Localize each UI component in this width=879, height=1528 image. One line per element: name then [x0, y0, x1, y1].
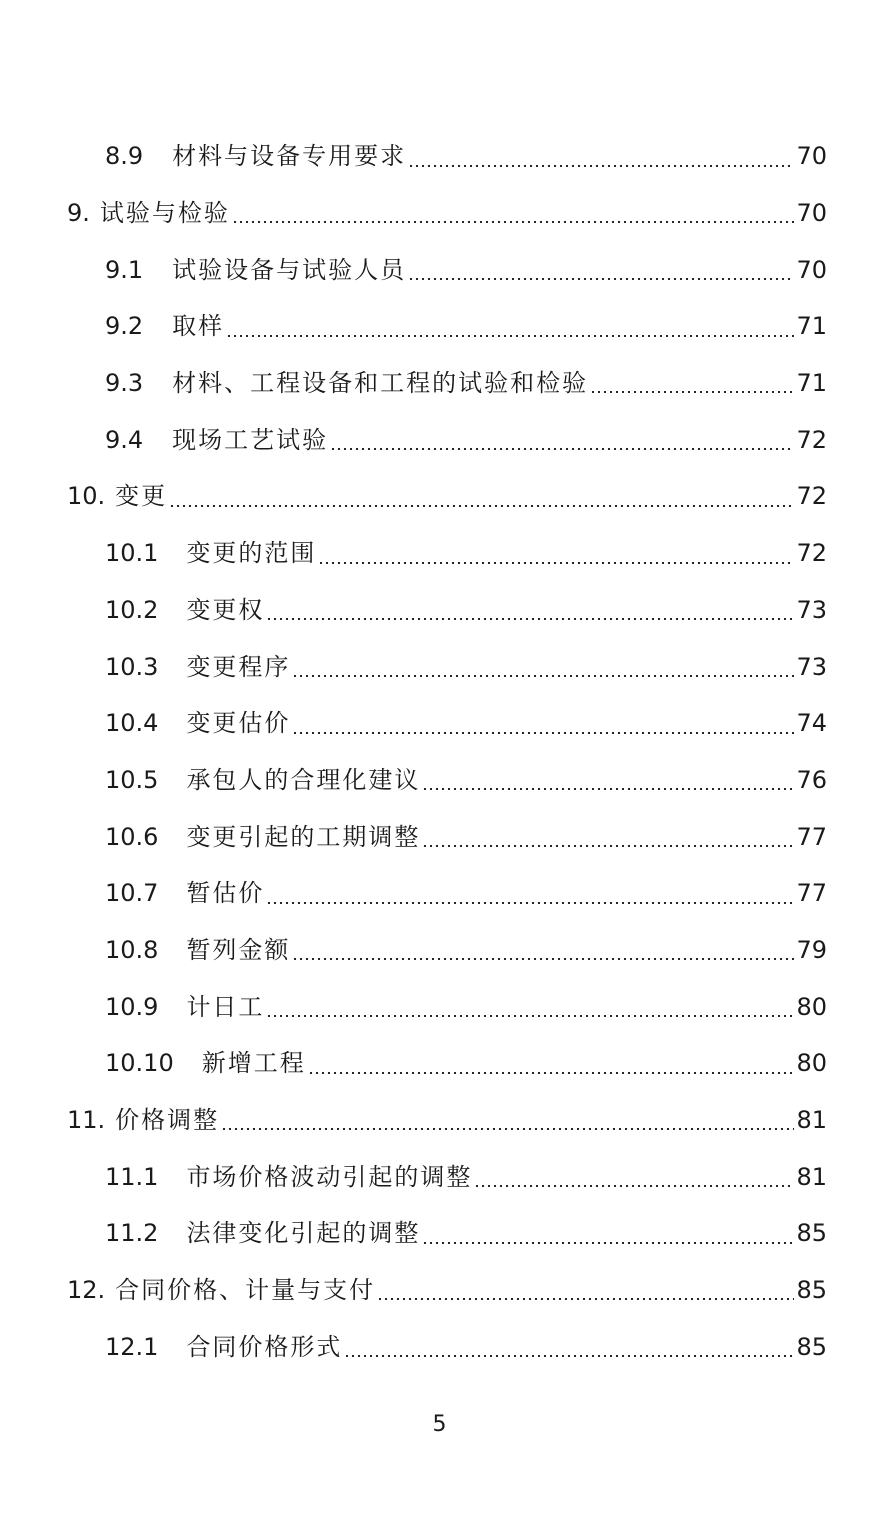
leader-dots: [266, 1015, 794, 1017]
toc-entry-page: 73: [796, 652, 827, 681]
leader-dots: [408, 165, 794, 167]
toc-entry-title: 变更程序: [186, 652, 291, 681]
toc-entry[interactable]: [0, 468, 879, 525]
toc-entry[interactable]: [0, 1262, 879, 1319]
toc-entry-title: 计日工: [186, 992, 265, 1021]
toc-entry-title: 变更引起的工期调整: [186, 822, 421, 851]
toc-entry[interactable]: [0, 525, 879, 582]
leader-dots: [330, 448, 794, 450]
toc-entry-page: 72: [796, 425, 827, 454]
toc-entry-page: 73: [796, 595, 827, 624]
toc-entry-title: 价格调整: [115, 1106, 220, 1135]
toc-entry-page: 72: [796, 539, 827, 568]
toc-entry-page: 70: [796, 255, 827, 284]
leader-dots: [422, 845, 794, 847]
toc-entry[interactable]: [0, 241, 879, 298]
toc-entry-title: 变更的范围: [186, 539, 317, 568]
toc-entry-number: 12.1: [105, 1332, 159, 1361]
toc-entry-page: 74: [796, 709, 827, 738]
toc-entry-number: 10.10: [105, 1049, 174, 1078]
leader-dots: [266, 902, 794, 904]
toc-entry-number: 10.5: [105, 765, 159, 794]
leader-dots: [221, 1128, 794, 1130]
toc-entry-number: 9.2: [105, 312, 144, 341]
toc-entry-title: 暂估价: [186, 879, 265, 908]
table-of-contents: [0, 128, 879, 1375]
toc-entry-number: 8.9: [105, 142, 144, 171]
leader-dots: [474, 1185, 794, 1187]
toc-entry-title: 取样: [172, 312, 225, 341]
toc-entry-title: 试验设备与试验人员: [172, 255, 407, 284]
leader-dots: [344, 1355, 794, 1357]
leader-dots: [590, 391, 794, 393]
toc-entry[interactable]: [0, 1205, 879, 1262]
toc-entry-title: 承包人的合理化建议: [186, 765, 421, 794]
toc-entry-page: 81: [796, 1106, 827, 1135]
toc-entry-number: 10.: [67, 482, 106, 511]
toc-entry-title: 变更: [115, 482, 168, 511]
toc-entry-number: 11.1: [105, 1162, 159, 1191]
toc-entry[interactable]: [0, 411, 879, 468]
toc-entry-number: 9.3: [105, 369, 144, 398]
toc-entry[interactable]: [0, 355, 879, 412]
toc-entry-number: 10.9: [105, 992, 159, 1021]
toc-entry-number: 10.8: [105, 935, 159, 964]
leader-dots: [318, 562, 794, 564]
toc-entry-page: 85: [796, 1332, 827, 1361]
toc-entry-number: 10.1: [105, 539, 159, 568]
toc-entry-number: 11.: [67, 1106, 106, 1135]
toc-entry[interactable]: [0, 922, 879, 979]
toc-entry-number: 9.: [67, 199, 90, 228]
toc-entry-title: 变更权: [186, 595, 265, 624]
leader-dots: [308, 1072, 795, 1074]
toc-entry-page: 71: [796, 312, 827, 341]
toc-entry-number: 9.1: [105, 255, 144, 284]
toc-entry-page: 85: [796, 1276, 827, 1305]
toc-entry-title: 法律变化引起的调整: [186, 1219, 421, 1248]
leader-dots: [292, 675, 794, 677]
toc-entry-number: 10.6: [105, 822, 159, 851]
toc-entry[interactable]: [0, 582, 879, 639]
toc-entry-page: 80: [796, 992, 827, 1021]
leader-dots: [292, 732, 794, 734]
page-number: 5: [432, 1412, 447, 1437]
leader-dots: [422, 788, 794, 790]
leader-dots: [292, 958, 794, 960]
leader-dots: [169, 505, 794, 507]
toc-entry-page: 77: [796, 879, 827, 908]
toc-entry-number: 11.2: [105, 1219, 159, 1248]
toc-entry-number: 12.: [67, 1276, 106, 1305]
toc-entry-page: 80: [796, 1049, 827, 1078]
toc-entry-title: 新增工程: [201, 1049, 306, 1078]
toc-entry-page: 70: [796, 142, 827, 171]
toc-entry[interactable]: [0, 752, 879, 809]
toc-entry[interactable]: [0, 128, 879, 185]
toc-entry-title: 合同价格形式: [186, 1332, 343, 1361]
toc-entry-page: 77: [796, 822, 827, 851]
toc-entry-number: 9.4: [105, 425, 144, 454]
toc-entry-page: 70: [796, 199, 827, 228]
toc-entry-title: 材料、工程设备和工程的试验和检验: [172, 369, 589, 398]
toc-entry[interactable]: [0, 1092, 879, 1149]
toc-entry-title: 暂列金额: [186, 935, 291, 964]
toc-entry[interactable]: [0, 808, 879, 865]
toc-entry[interactable]: [0, 638, 879, 695]
toc-entry[interactable]: [0, 695, 879, 752]
toc-entry-page: 71: [796, 369, 827, 398]
toc-entry[interactable]: [0, 298, 879, 355]
toc-entry[interactable]: [0, 1035, 879, 1092]
toc-entry-title: 市场价格波动引起的调整: [186, 1162, 473, 1191]
toc-entry-page: 76: [796, 765, 827, 794]
toc-entry[interactable]: [0, 865, 879, 922]
toc-entry-title: 变更估价: [186, 709, 291, 738]
toc-entry-title: 合同价格、计量与支付: [115, 1276, 376, 1305]
toc-entry[interactable]: [0, 185, 879, 242]
toc-entry[interactable]: [0, 1148, 879, 1205]
toc-entry[interactable]: [0, 1318, 879, 1375]
toc-entry-page: 79: [796, 935, 827, 964]
toc-entry-number: 10.2: [105, 595, 159, 624]
leader-dots: [226, 335, 794, 337]
toc-entry-number: 10.4: [105, 709, 159, 738]
toc-entry-number: 10.7: [105, 879, 159, 908]
toc-entry-title: 材料与设备专用要求: [172, 142, 407, 171]
toc-entry-page: 81: [796, 1162, 827, 1191]
toc-entry-page: 85: [796, 1219, 827, 1248]
toc-entry-page: 72: [796, 482, 827, 511]
leader-dots: [377, 1298, 794, 1300]
leader-dots: [266, 618, 794, 620]
toc-entry-title: 试验与检验: [99, 199, 230, 228]
toc-entry[interactable]: [0, 978, 879, 1035]
leader-dots: [422, 1242, 794, 1244]
toc-entry-number: 10.3: [105, 652, 159, 681]
leader-dots: [232, 221, 795, 223]
toc-entry-title: 现场工艺试验: [172, 425, 329, 454]
leader-dots: [408, 278, 794, 280]
